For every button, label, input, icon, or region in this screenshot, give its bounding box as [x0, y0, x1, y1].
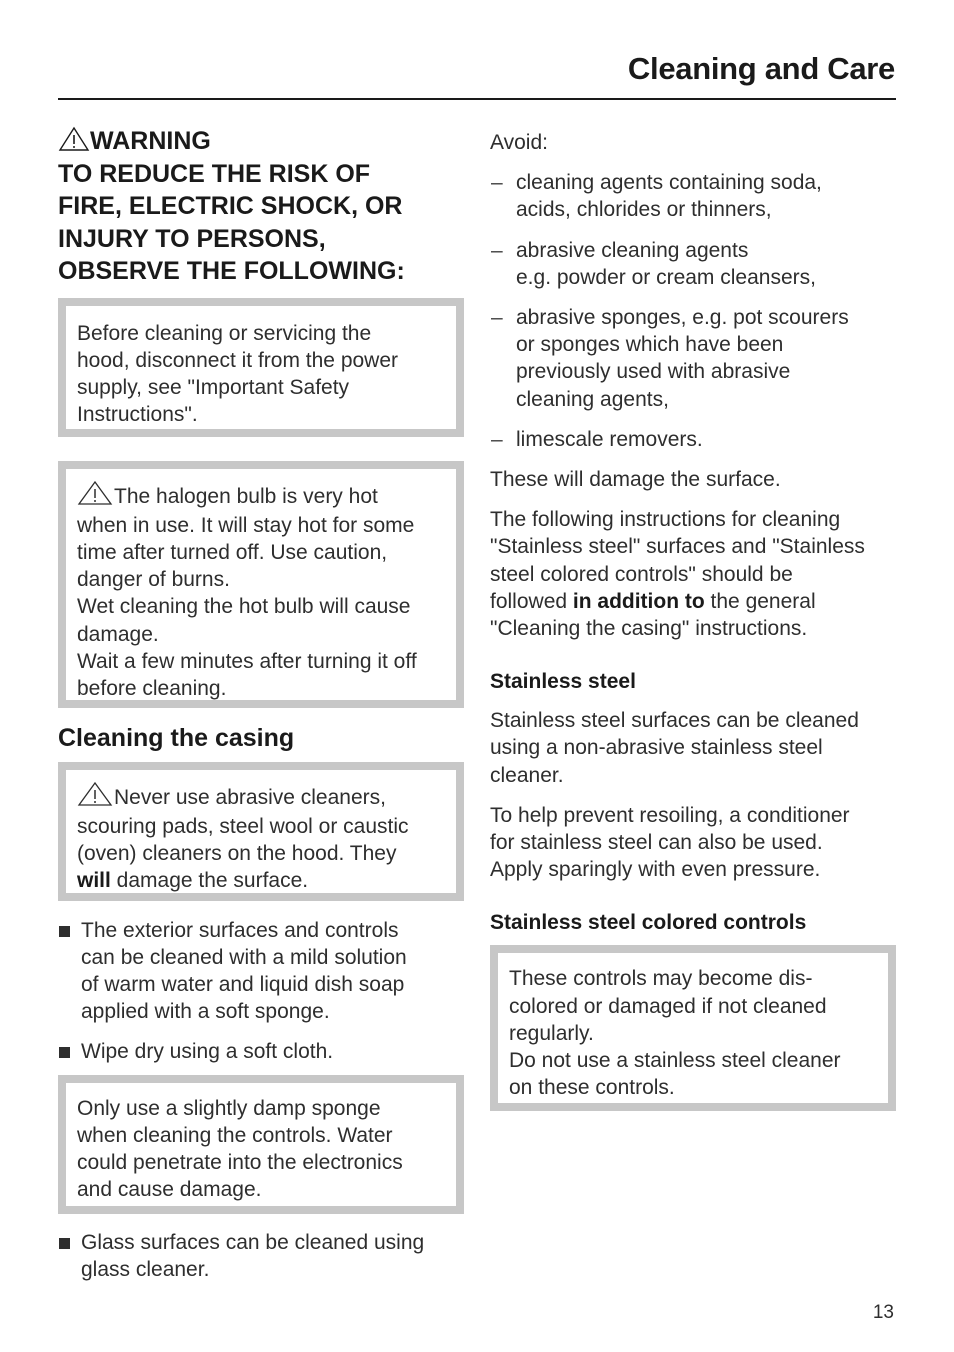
notice-line: These controls may become dis- [509, 967, 813, 991]
colored-controls-notice-box [490, 945, 896, 1111]
casing-bullet-list [58, 917, 464, 1066]
section-heading-cleaning-casing: Cleaning the casing [58, 723, 295, 752]
halogen-warning-box [58, 461, 464, 708]
warning-triangle-icon [58, 126, 90, 152]
list-item: The exterior surfaces and controls can be cleaned with a mild solution of warm water and liquid dish soap applied with a soft sponge. [58, 917, 464, 1026]
notice-line: before cleaning. [77, 676, 227, 700]
subheading-colored-controls: Stainless steel colored controls [490, 911, 807, 935]
notice-line: could penetrate into the electronics [77, 1150, 403, 1174]
instructions-paragraph: The following instructions for cleaning "Stainless steel" surfaces and "Stainless steel colored controls" should be followed in addition to the general "Cleaning the casing" instructions. [490, 508, 865, 641]
notice-line: scouring pads, steel wool or caustic [77, 814, 409, 838]
notice-line: Do not use a stainless steel cleaner [509, 1049, 841, 1073]
notice-line: Only use a slightly damp sponge [77, 1096, 381, 1120]
notice-line: colored or damaged if not cleaned [509, 994, 827, 1018]
dash-bullet-icon: – [491, 306, 503, 330]
notice-line: when in use. It will stay hot for some [77, 513, 415, 537]
warning-line: FIRE, ELECTRIC SHOCK, OR [58, 192, 403, 220]
abrasive-warning-box [58, 762, 464, 901]
warning-triangle-icon [77, 481, 113, 512]
sponge-notice-box [58, 1075, 464, 1214]
notice-line: Instructions". [77, 403, 198, 427]
page-number: 13 [872, 1302, 894, 1323]
notice-line: supply, see "Important Safety [77, 375, 350, 399]
dash-bullet-icon: – [491, 238, 503, 262]
list-item: Wipe dry using a soft cloth. [58, 1038, 464, 1065]
notice-line: (oven) cleaners on the hood. They [77, 841, 397, 865]
page-title: Cleaning and Care [627, 51, 895, 86]
notice-line: Wait a few minutes after turning it off [77, 649, 417, 673]
notice-line: danger of burns. [77, 568, 230, 592]
title-divider [58, 98, 896, 100]
warning-triangle-icon [77, 782, 113, 813]
glass-bullet-list [58, 1229, 464, 1283]
subheading-stainless-steel: Stainless steel [490, 670, 636, 694]
dash-bullet-icon: – [491, 171, 503, 195]
warning-label: WARNING [90, 127, 211, 155]
warning-line: INJURY TO PERSONS, [58, 224, 326, 253]
notice-line: when cleaning the controls. Water [77, 1123, 393, 1147]
list-item: – abrasive cleaning agents e.g. powder or cream cleansers, [491, 238, 816, 289]
list-item: – cleaning agents containing soda, acids, chlorides or thinners, [491, 171, 822, 222]
notice-line: Wet cleaning the hot bulb will cause [77, 595, 411, 619]
notice-line: Before cleaning or servicing the [77, 321, 372, 345]
avoid-list [490, 169, 896, 453]
warning-line: OBSERVE THE FOLLOWING: [58, 257, 405, 285]
avoid-label: Avoid: [490, 131, 548, 154]
notice-line: on these controls. [509, 1076, 675, 1100]
notice-line: The halogen bulb is very hot [77, 481, 446, 512]
notice-line: regularly. [509, 1021, 594, 1045]
square-bullet-icon [59, 926, 70, 937]
notice-line: will damage the surface. [77, 869, 309, 893]
stainless-paragraph: Stainless steel surfaces can be cleaned using a non-abrasive stainless steel cleaner. [490, 709, 859, 787]
notice-line: and cause damage. [77, 1178, 262, 1202]
square-bullet-icon [59, 1238, 70, 1249]
notice-line: damage. [77, 622, 159, 646]
warning-label-line [58, 125, 464, 158]
list-item: Glass surfaces can be cleaned using glass cleaner. [58, 1229, 464, 1283]
list-item: – abrasive sponges, e.g. pot scourers or sponges which have been previously used with abrasive cleaning agents, [491, 306, 849, 411]
notice-line: hood, disconnect it from the power [77, 348, 399, 372]
dash-bullet-icon: – [491, 427, 503, 451]
disconnect-notice-box [58, 298, 464, 437]
right-column [490, 129, 896, 1111]
warning-line: TO REDUCE THE RISK OF [58, 159, 371, 188]
left-column [58, 125, 464, 1283]
square-bullet-icon [59, 1047, 70, 1058]
notice-line: time after turned off. Use caution, [77, 540, 388, 564]
damage-note: These will damage the surface. [490, 468, 781, 492]
list-item: – limescale removers. [490, 426, 896, 453]
notice-line: Never use abrasive cleaners, [77, 782, 446, 813]
warning-heading [58, 125, 464, 288]
conditioner-paragraph: To help prevent resoiling, a conditioner for stainless steel can also be used. Apply sparingly with even pressure. [490, 803, 850, 882]
